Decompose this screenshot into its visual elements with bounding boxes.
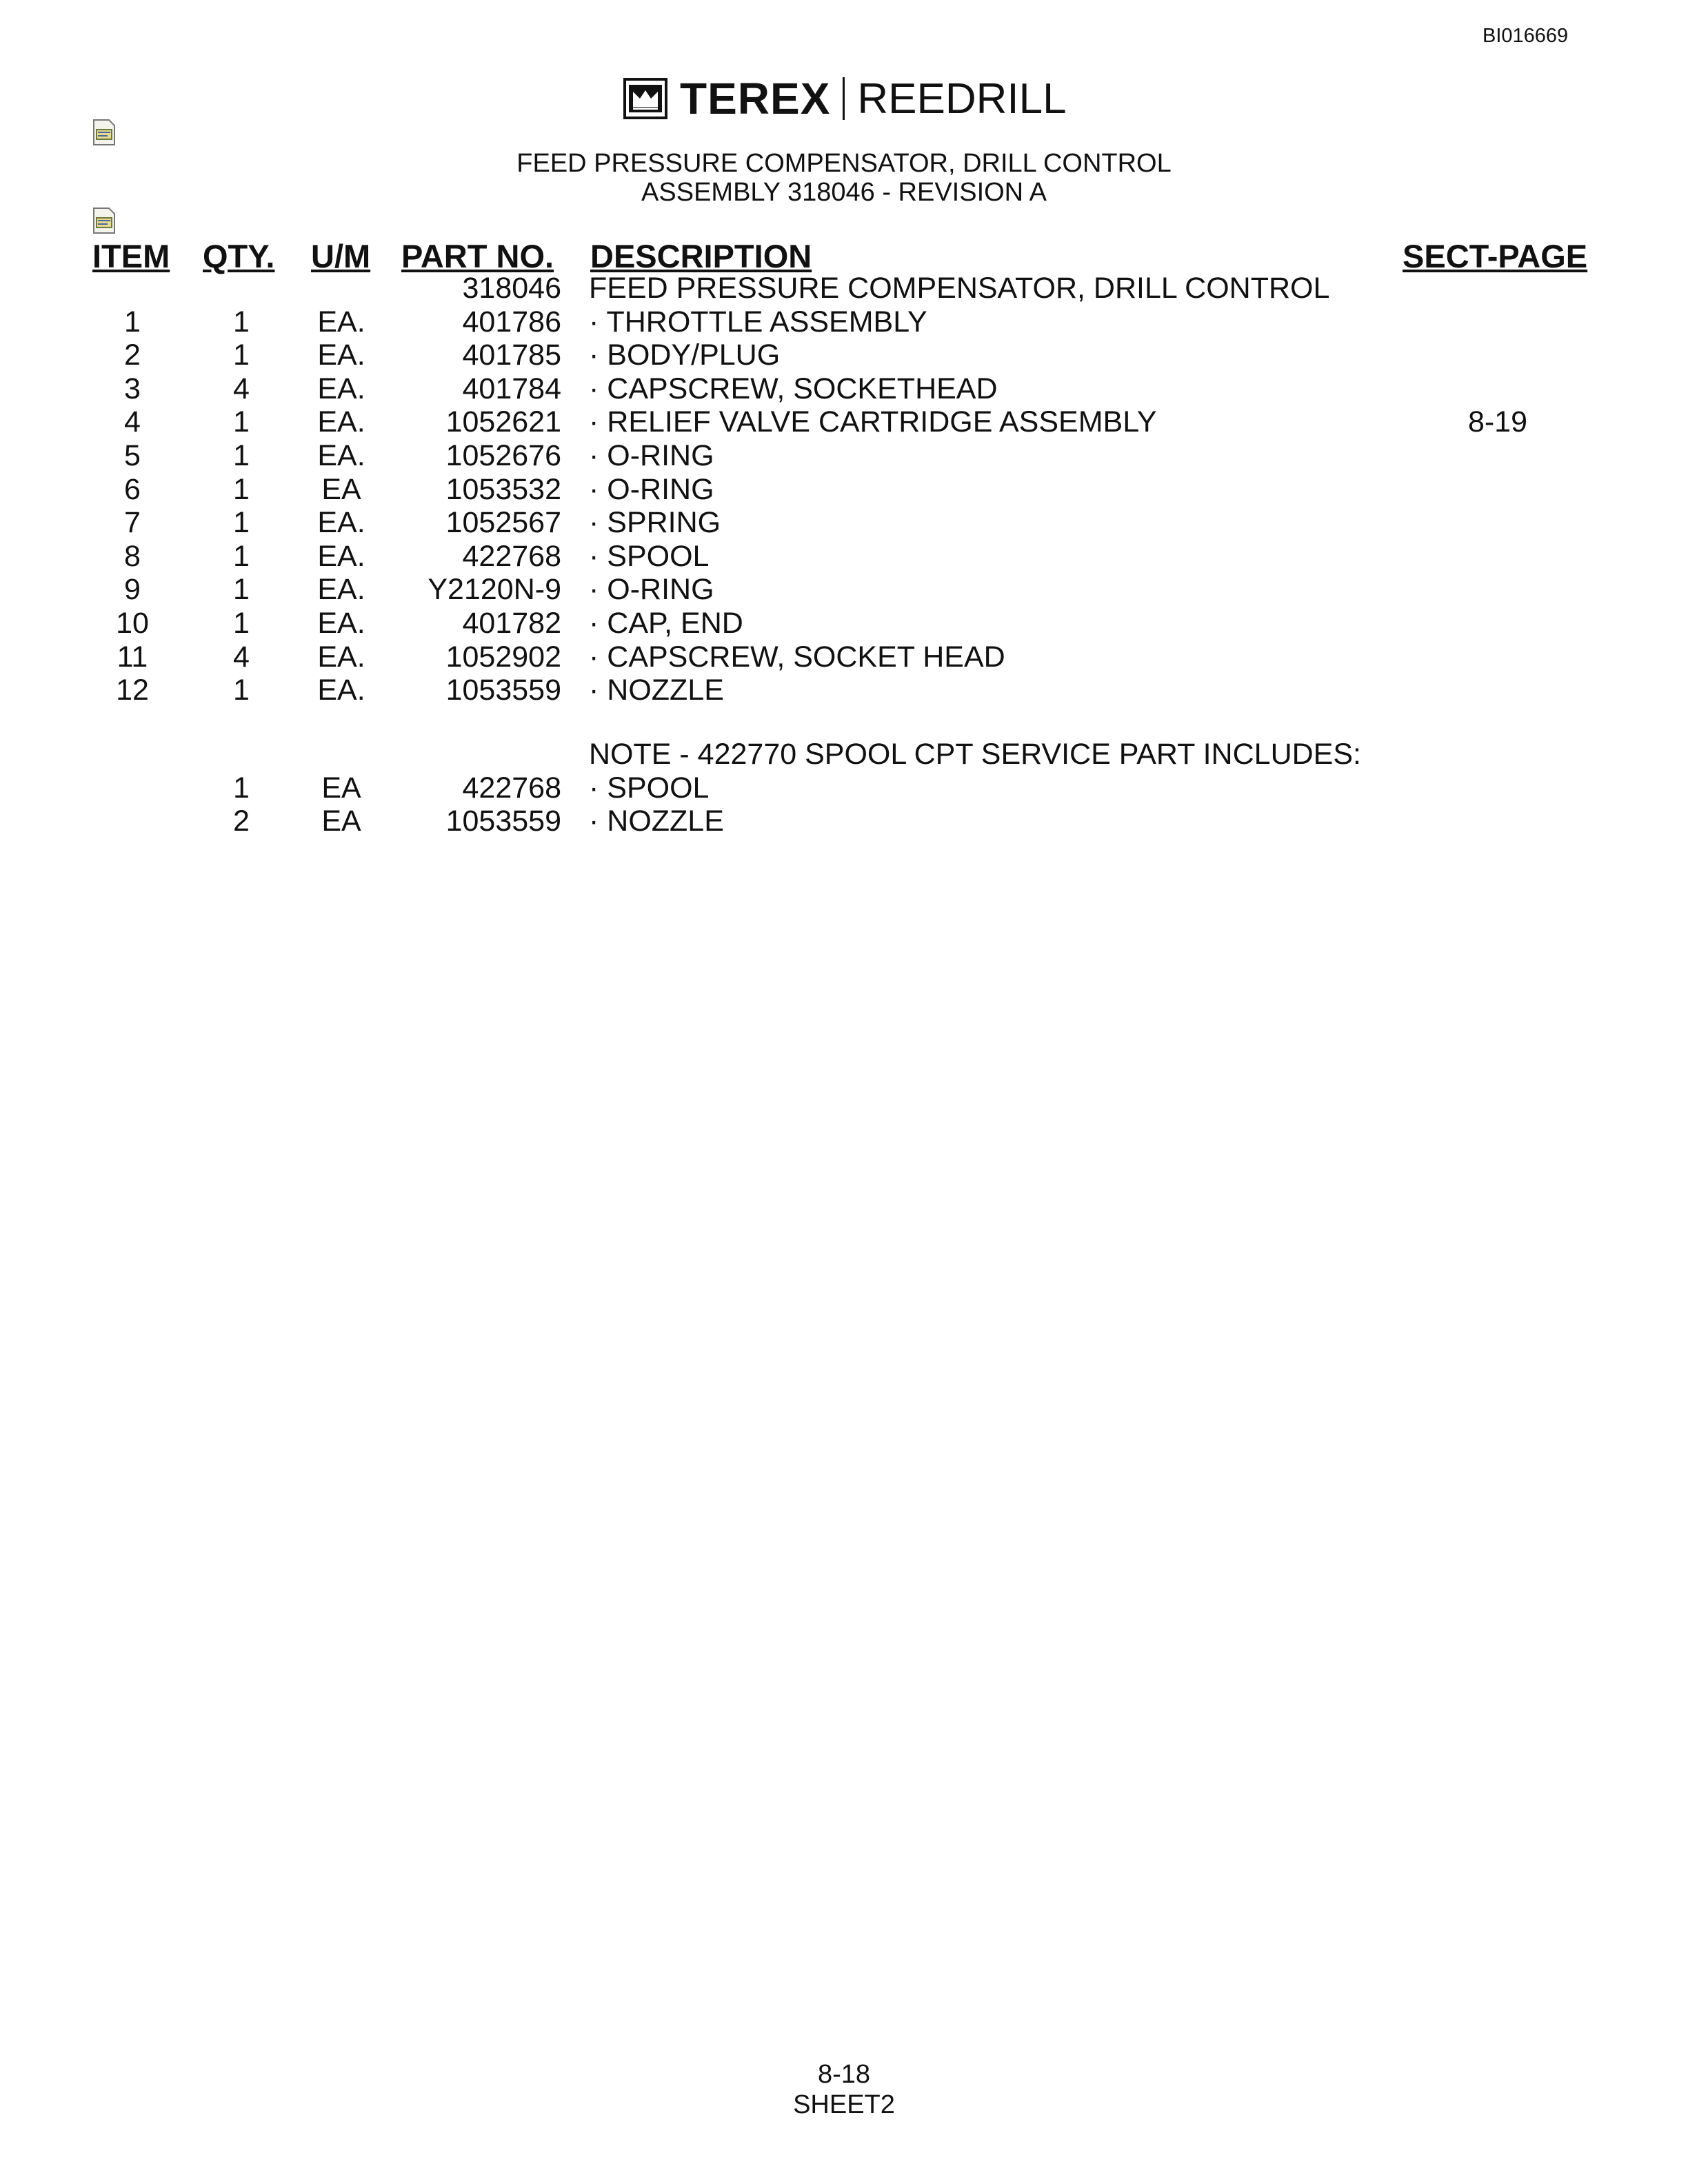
table-row [0,640,1688,674]
cell-desc: · NOZZLE [589,674,724,707]
cell-qty: 1 [233,305,250,338]
cell-um: EA [321,771,361,805]
cell-desc: · CAPSCREW, SOCKET HEAD [589,640,1005,674]
header-qty: QTY. [203,238,275,274]
cell-part: 422768 [462,771,561,805]
table-row [0,540,1688,573]
cell-desc: · RELIEF VALVE CARTRIDGE ASSEMBLY [589,405,1157,439]
cell-qty: 1 [233,506,250,540]
cell-qty: 4 [233,372,250,405]
terex-crown-icon [623,78,667,119]
cell-sect: 8-19 [1467,405,1528,439]
cell-desc: · CAPSCREW, SOCKETHEAD [589,372,998,405]
cell-part: 422768 [462,539,561,573]
cell-um: EA. [317,305,365,338]
cell-um: EA. [317,338,365,372]
cell-item: 5 [124,439,141,472]
cell-part: Y2120N-9 [428,573,561,607]
table-row [0,506,1688,539]
cell-item: 4 [124,405,141,439]
cell-item: 3 [124,372,141,405]
cell-part: 1052902 [445,640,561,674]
cell-desc: · O-RING [589,472,714,506]
cell-qty: 1 [233,607,250,640]
cell-um: EA. [317,506,365,540]
cell-desc: · O-RING [589,573,714,607]
note-item-row [0,771,1688,805]
header-part-no: PART NO. [401,238,554,274]
cell-item: 9 [124,573,141,607]
cell-qty: 1 [233,573,250,607]
logo-sub: REEDRILL [857,74,1067,123]
note-row [0,738,1688,771]
cell-part: 318046 [462,272,561,305]
cell-qty: 1 [233,674,250,707]
table-row [0,338,1688,372]
cell-desc: · BODY/PLUG [589,338,781,372]
cell-part: 1053532 [445,472,561,506]
note-item-row [0,805,1688,838]
logo-brand: TEREX [680,74,831,123]
cell-um: EA. [317,573,365,607]
cell-part: 401784 [462,372,561,405]
cell-qty: 1 [233,439,250,472]
cell-um: EA. [317,372,365,405]
cell-qty: 1 [233,771,250,805]
table-row [0,272,1688,305]
note-text: NOTE - 422770 SPOOL CPT SERVICE PART INCLUDES: [589,738,1361,771]
cell-desc: · NOZZLE [589,805,724,838]
document-title: FEED PRESSURE COMPENSATOR, DRILL CONTROL [516,149,1172,178]
cell-part: 401785 [462,338,561,372]
table-row [0,674,1688,707]
cell-um: EA. [317,607,365,640]
attachment-icon[interactable] [91,119,117,146]
logo-divider [843,77,845,120]
cell-item: 12 [116,674,149,707]
table-row [0,607,1688,640]
cell-um: EA. [317,640,365,674]
cell-qty: 1 [233,539,250,573]
cell-part: 1053559 [445,674,561,707]
cell-desc: FEED PRESSURE COMPENSATOR, DRILL CONTROL [589,272,1330,305]
cell-part: 401782 [462,607,561,640]
cell-item: 6 [124,472,141,506]
table-row [0,439,1688,472]
cell-um: EA. [317,439,365,472]
cell-item: 2 [124,338,141,372]
cell-part: 1053559 [445,805,561,838]
header-sect-page: SECT-PAGE [1403,238,1588,274]
attachment-icon[interactable] [91,207,117,234]
document-subtitle: ASSEMBLY 318046 - REVISION A [641,178,1047,207]
header-um: U/M [311,238,371,274]
table-row [0,473,1688,506]
cell-qty: 4 [233,640,250,674]
cell-um: EA [321,472,361,506]
cell-desc: · THROTTLE ASSEMBLY [589,305,927,338]
cell-item: 1 [124,305,141,338]
sheet-label: SHEET2 [793,2090,895,2119]
cell-item: 10 [116,607,149,640]
cell-desc: · CAP, END [589,607,743,640]
header-item: ITEM [92,238,170,274]
table-row [0,405,1688,438]
table-row [0,372,1688,405]
cell-um: EA. [317,539,365,573]
cell-desc: · SPOOL [589,771,710,805]
cell-um: EA [321,805,361,838]
cell-qty: 2 [233,805,250,838]
table-row [0,573,1688,606]
cell-desc: · SPOOL [589,539,710,573]
cell-item: 11 [117,640,148,674]
cell-item: 7 [124,506,141,540]
cell-qty: 1 [233,472,250,506]
cell-item: 8 [124,539,141,573]
cell-part: 1052676 [445,439,561,472]
cell-desc: · O-RING [589,439,714,472]
header-description: DESCRIPTION [590,238,812,274]
terex-reedrill-logo [623,74,1067,123]
page-number: 8-18 [817,2060,871,2089]
cell-qty: 1 [233,405,250,439]
cell-part: 1052621 [445,405,561,439]
document-id: BI016669 [1483,25,1569,47]
table-row [0,305,1688,338]
cell-um: EA. [317,674,365,707]
cell-qty: 1 [233,338,250,372]
cell-part: 401786 [462,305,561,338]
cell-part: 1052567 [445,506,561,540]
cell-desc: · SPRING [589,506,721,540]
cell-um: EA. [317,405,365,439]
